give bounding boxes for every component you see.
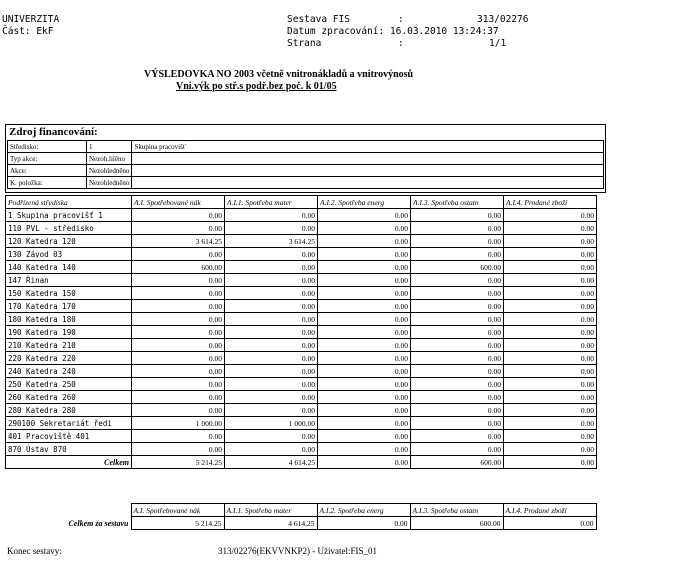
cell-value: 0.00 xyxy=(318,313,411,326)
column-header: A.I.4. Prodané zboží xyxy=(503,504,596,517)
cell-value: 0.00 xyxy=(411,313,504,326)
report-subtitle: Vni.výk po stř.s podř.bez poč. k 01/05 xyxy=(176,81,337,92)
cost-center-name: 190 Katedra 190 xyxy=(6,326,132,339)
cost-center-name: 147 Řinan xyxy=(6,274,132,287)
cell-value: 0.00 xyxy=(132,430,225,443)
cell-value: 0.00 xyxy=(504,261,597,274)
cell-value: 0.00 xyxy=(504,287,597,300)
source-key: Typ akce: xyxy=(8,153,87,165)
cell-value: 0.00 xyxy=(411,404,504,417)
column-header: A.I.3. Spotřeba ostatn xyxy=(410,504,503,517)
column-header: A.I. Spotřebované nák xyxy=(132,196,225,209)
cell-value: 0.00 xyxy=(318,235,411,248)
cell-value: 0.00 xyxy=(411,235,504,248)
column-header: A.I.2. Spotřeba energ xyxy=(318,196,411,209)
cost-center-name: 870 Ústav 870 xyxy=(6,443,132,456)
cell-value: 0.00 xyxy=(318,378,411,391)
cell-value: 0.00 xyxy=(411,352,504,365)
source-key: Středisko: xyxy=(8,141,87,153)
table-row xyxy=(6,391,597,404)
cell-value: 0.00 xyxy=(318,365,411,378)
table-row xyxy=(6,261,597,274)
cell-value: 0.00 xyxy=(411,326,504,339)
cell-value: 0.00 xyxy=(225,261,318,274)
cost-center-name: 210 Katedra 210 xyxy=(6,339,132,352)
source-extra: Skupina pracovišť xyxy=(132,141,604,153)
cell-value: 0.00 xyxy=(411,378,504,391)
page-number: 1/1 xyxy=(489,38,507,49)
source-value: Nezohledněno xyxy=(87,165,132,177)
cell-value: 0.00 xyxy=(504,417,597,430)
grand-total-value: 5 214.25 xyxy=(131,517,224,530)
grand-total-value: 0.00 xyxy=(317,517,410,530)
total-value: 0.00 xyxy=(318,456,411,469)
cell-value: 0.00 xyxy=(225,248,318,261)
source-extra xyxy=(132,177,604,189)
cell-value: 0.00 xyxy=(318,287,411,300)
table-row xyxy=(6,404,597,417)
cell-value: 0.00 xyxy=(225,378,318,391)
cell-value: 0.00 xyxy=(411,391,504,404)
total-value: 600.00 xyxy=(411,456,504,469)
cell-value: 0.00 xyxy=(318,209,411,222)
cell-value: 0.00 xyxy=(318,339,411,352)
cell-value: 0.00 xyxy=(132,287,225,300)
page-colon: : xyxy=(398,38,404,49)
org-unit: Část: EkF xyxy=(2,26,54,37)
column-header: A.I.1. Spotřeba mater xyxy=(225,196,318,209)
cell-value: 0.00 xyxy=(411,209,504,222)
cell-value: 0.00 xyxy=(225,404,318,417)
source-row xyxy=(8,141,604,153)
cell-value: 0.00 xyxy=(504,365,597,378)
grand-total-corner xyxy=(5,504,131,517)
grand-total-label: Celkem za sestavu xyxy=(68,518,129,528)
column-header: A.I.4. Prodané zboží xyxy=(504,196,597,209)
cell-value: 0.00 xyxy=(504,443,597,456)
cost-center-name: 220 Katedra 220 xyxy=(6,352,132,365)
grand-total-value: 4 614.25 xyxy=(224,517,317,530)
source-row xyxy=(8,165,604,177)
cell-value: 0.00 xyxy=(318,404,411,417)
cell-value: 0.00 xyxy=(318,300,411,313)
cell-value: 0.00 xyxy=(225,326,318,339)
cell-value: 0.00 xyxy=(318,430,411,443)
cell-value: 0.00 xyxy=(132,404,225,417)
cell-value: 0.00 xyxy=(132,222,225,235)
column-header: A.I.1. Spotřeba mater xyxy=(224,504,317,517)
cost-center-name: 401 Pracoviště 401 xyxy=(6,430,132,443)
cost-center-table xyxy=(5,195,597,469)
cell-value: 0.00 xyxy=(225,209,318,222)
cost-center-name: 150 Katedra 150 xyxy=(6,287,132,300)
source-key: K. položka: xyxy=(8,177,87,189)
cell-value: 0.00 xyxy=(411,248,504,261)
cost-center-name: 180 Katedra 180 xyxy=(6,313,132,326)
cell-value: 0.00 xyxy=(225,313,318,326)
cell-value: 600.00 xyxy=(411,261,504,274)
financing-source-grid xyxy=(7,140,604,189)
cell-value: 0.00 xyxy=(504,430,597,443)
cell-value: 0.00 xyxy=(504,352,597,365)
cell-value: 0.00 xyxy=(504,300,597,313)
column-header: A.I.2. Spotřeba energ xyxy=(317,504,410,517)
source-value: Nezohledněno xyxy=(87,177,132,189)
cost-center-name: 110 PVL - středisko xyxy=(6,222,132,235)
cell-value: 0.00 xyxy=(132,248,225,261)
cell-value: 0.00 xyxy=(132,300,225,313)
cell-value: 0.00 xyxy=(411,430,504,443)
cell-value: 0.00 xyxy=(225,274,318,287)
cost-center-name: 1 Skupina pracovišť 1 xyxy=(6,209,132,222)
cell-value: 0.00 xyxy=(504,326,597,339)
total-value: 4 614.25 xyxy=(225,456,318,469)
cost-center-name: 120 Katedra 120 xyxy=(6,235,132,248)
cell-value: 0.00 xyxy=(132,339,225,352)
total-value: 5 214.25 xyxy=(132,456,225,469)
cell-value: 3 614.25 xyxy=(225,235,318,248)
cell-value: 600.00 xyxy=(132,261,225,274)
cell-value: 0.00 xyxy=(132,443,225,456)
cell-value: 0.00 xyxy=(504,378,597,391)
cell-value: 0.00 xyxy=(318,352,411,365)
cost-center-name: 280 Katedra 280 xyxy=(6,404,132,417)
report-label: Sestava FIS xyxy=(287,14,350,25)
source-row xyxy=(8,153,604,165)
cost-center-name: 240 Katedra 240 xyxy=(6,365,132,378)
cell-value: 0.00 xyxy=(504,339,597,352)
cell-value: 0.00 xyxy=(225,352,318,365)
cell-value: 0.00 xyxy=(225,430,318,443)
cell-value: 0.00 xyxy=(132,313,225,326)
processing-date: Datum zpracování: 16.03.2010 13:24:37 xyxy=(287,26,499,37)
cell-value: 0.00 xyxy=(504,222,597,235)
financing-source-heading: Zdroj financování: xyxy=(9,126,98,138)
table-row xyxy=(6,222,597,235)
table-row xyxy=(6,313,597,326)
source-extra xyxy=(132,153,604,165)
table-row xyxy=(6,326,597,339)
cost-center-name: 290100 Sekretariát ředi xyxy=(6,417,132,430)
report-footer-info: 313/02276(EKVVNKP2) - Uživatel:FIS_01 xyxy=(218,546,377,556)
column-header: A.I. Spotřebované nák xyxy=(131,504,224,517)
cell-value: 0.00 xyxy=(318,274,411,287)
cell-value: 0.00 xyxy=(225,365,318,378)
table-row xyxy=(6,352,597,365)
cost-center-name: 170 Katedra 170 xyxy=(6,300,132,313)
cell-value: 0.00 xyxy=(225,443,318,456)
table-row xyxy=(6,430,597,443)
cell-value: 0.00 xyxy=(411,339,504,352)
cell-value: 0.00 xyxy=(132,209,225,222)
cell-value: 0.00 xyxy=(411,417,504,430)
cell-value: 0.00 xyxy=(225,300,318,313)
table-row xyxy=(6,443,597,456)
cell-value: 0.00 xyxy=(318,443,411,456)
grand-total-value: 0.00 xyxy=(503,517,596,530)
cell-value: 0.00 xyxy=(504,274,597,287)
report-end-label: Konec sestavy: xyxy=(7,546,62,556)
cost-center-name: 140 Katedra 140 xyxy=(6,261,132,274)
column-header-cost-center: Podřízená střediska xyxy=(6,196,132,209)
cell-value: 0.00 xyxy=(132,352,225,365)
table-row xyxy=(6,300,597,313)
source-value: Nezoh.liíěno xyxy=(87,153,132,165)
source-row xyxy=(8,177,604,189)
source-extra xyxy=(132,165,604,177)
table-row xyxy=(6,235,597,248)
cell-value: 0.00 xyxy=(411,300,504,313)
cell-value: 0.00 xyxy=(318,417,411,430)
cost-center-name: 260 Katedra 260 xyxy=(6,391,132,404)
cell-value: 0.00 xyxy=(411,443,504,456)
report-number: 313/02276 xyxy=(477,14,529,25)
source-key: Akce: xyxy=(8,165,87,177)
table-row xyxy=(6,287,597,300)
cell-value: 0.00 xyxy=(225,391,318,404)
cell-value: 3 614.25 xyxy=(132,235,225,248)
financing-source-box xyxy=(5,124,606,193)
table-header-row xyxy=(6,196,597,209)
cost-center-name: 130 Závod 03 xyxy=(6,248,132,261)
cell-value: 0.00 xyxy=(411,287,504,300)
table-row xyxy=(6,274,597,287)
cell-value: 0.00 xyxy=(504,313,597,326)
grand-total-row xyxy=(5,517,596,530)
cell-value: 0.00 xyxy=(132,274,225,287)
cell-value: 0.00 xyxy=(504,391,597,404)
cell-value: 0.00 xyxy=(225,339,318,352)
cell-value: 0.00 xyxy=(225,287,318,300)
org-name: UNIVERZITA xyxy=(2,14,60,25)
grand-total-value: 600.00 xyxy=(410,517,503,530)
cell-value: 0.00 xyxy=(411,365,504,378)
page-label: Strana xyxy=(287,38,322,49)
table-row xyxy=(6,378,597,391)
table-row xyxy=(6,417,597,430)
cell-value: 0.00 xyxy=(318,261,411,274)
grand-total-table xyxy=(5,503,597,530)
cell-value: 0.00 xyxy=(318,326,411,339)
cell-value: 0.00 xyxy=(504,209,597,222)
cell-value: 0.00 xyxy=(318,222,411,235)
report-title: VÝSLEDOVKA NO 2003 včetně vnitronákladů a vnitrovýnosů xyxy=(144,69,414,80)
cell-value: 0.00 xyxy=(411,222,504,235)
cell-value: 0.00 xyxy=(318,391,411,404)
cell-value: 0.00 xyxy=(132,391,225,404)
cell-value: 0.00 xyxy=(504,248,597,261)
cell-value: 0.00 xyxy=(225,222,318,235)
total-label: Celkem xyxy=(6,456,132,469)
total-row xyxy=(6,456,597,469)
cell-value: 1 000.00 xyxy=(225,417,318,430)
total-value: 0.00 xyxy=(504,456,597,469)
table-row xyxy=(6,248,597,261)
report-colon: : xyxy=(398,14,404,25)
cell-value: 0.00 xyxy=(132,326,225,339)
column-header: A.I.3. Spotřeba ostatn xyxy=(411,196,504,209)
cell-value: 0.00 xyxy=(132,378,225,391)
cell-value: 0.00 xyxy=(504,404,597,417)
table-row xyxy=(6,339,597,352)
source-value: 1 xyxy=(87,141,132,153)
cost-center-name: 250 Katedra 250 xyxy=(6,378,132,391)
cell-value: 0.00 xyxy=(318,248,411,261)
grand-total-header-row xyxy=(5,504,596,517)
cell-value: 1 000.00 xyxy=(132,417,225,430)
cell-value: 0.00 xyxy=(504,235,597,248)
cell-value: 0.00 xyxy=(132,365,225,378)
table-row xyxy=(6,209,597,222)
cell-value: 0.00 xyxy=(411,274,504,287)
table-row xyxy=(6,365,597,378)
